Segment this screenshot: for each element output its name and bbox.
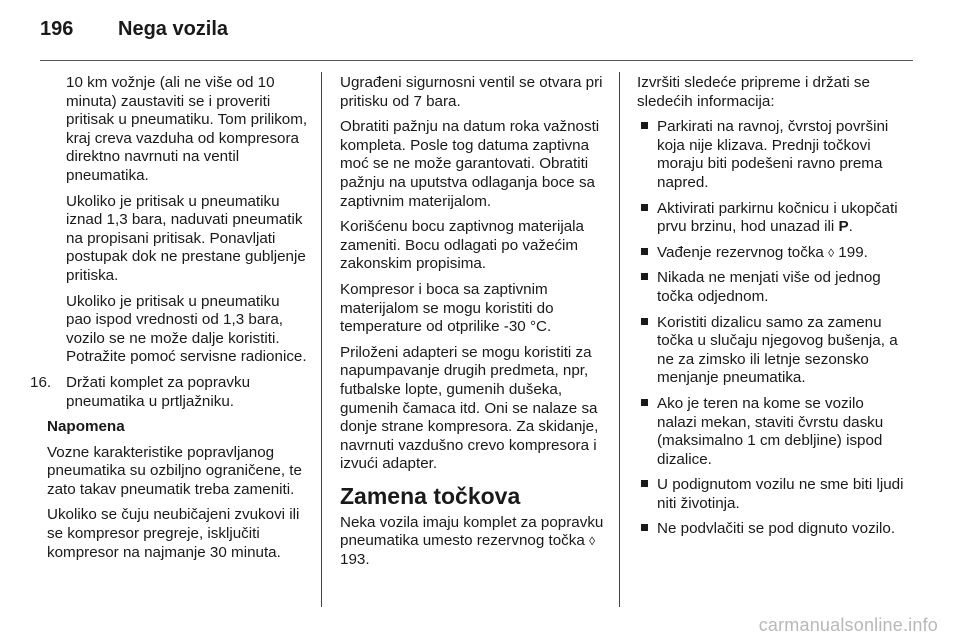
ref-arrow-icon: ◊ [828, 245, 835, 260]
page-ref-link[interactable]: 199. [838, 243, 868, 261]
column-1 [30, 74, 309, 569]
paragraph [340, 514, 610, 570]
square-bullet-icon [637, 200, 651, 237]
square-bullet-icon [637, 118, 651, 192]
column-divider [321, 72, 322, 607]
paragraph: 10 km vožnje (ali ne više od 10 minuta) zaustaviti se i proveriti pritisak u pneumatiku. Tom prilikom, kraj creva vazduha od kompresora direktno navrnuti na ventil pneumatika. [66, 74, 308, 184]
note-paragraph: Vozne karakteristike popravljanog pneumatika su ozbiljno ograničene, te zato takav pneumatik treba zameniti. [47, 443, 302, 498]
header-rule [40, 60, 913, 61]
step-text: Držati komplet za popravku pneumatika u prtljažniku. [66, 373, 251, 410]
column-divider [619, 72, 620, 607]
paragraph: Ukoliko je pritisak u pneumatiku iznad 1,3 bara, naduvati pneumatik na propisani pritisak. Ponavljati postupak dok ne prestane gubljenje pritiska. [66, 192, 306, 284]
list-item: Koristiti dizalicu samo za zamenu točka u slučaju njegovog bušenja, a ne za zimsko ili letnje sezonsko menjanje pneumatika. [637, 314, 907, 388]
section-heading: Zamena točkova [340, 482, 521, 509]
square-bullet-icon [637, 244, 651, 263]
paragraph: Obratiti pažnju na datum roka važnosti kompleta. Posle tog datuma zaptivna moć se ne može garantovati. Obratiti pažnju na uputstva odlaganja boce sa zaptivnim materijalom. [340, 118, 600, 210]
page-header [40, 18, 228, 48]
square-bullet-icon [637, 314, 651, 388]
note-paragraph: Ukoliko se čuju neubičajeni zvukovi ili se kompresor pregreje, isključiti kompresor na najmanje 30 minuta. [47, 506, 300, 561]
list-item: Parkirati na ravnoj, čvrstoj površini koja nije klizava. Prednji točkovi moraju biti podešeni ravno prema napred. [637, 118, 907, 192]
square-bullet-icon [637, 269, 651, 306]
paragraph: Priloženi adapteri se mogu koristiti za napumpavanje drugih predmeta, npr, futbalske lopte, gumenih dušeka, gumenih čamaca itd. Oni se nalaze sa donje strane kompresora. Za skidanje, navrnuti vazdušno crevo kompresora i izvući adapter. [340, 343, 599, 473]
column-3 [637, 74, 907, 546]
watermark: carmanualsonline.info [758, 615, 938, 635]
page-title: Nega vozila [118, 18, 229, 40]
numbered-step [30, 373, 309, 411]
paragraph: Ugrađeni sigurnosni ventil se otvara pri pritisku od 7 bara. [340, 74, 603, 110]
page-number: 196 [40, 18, 74, 40]
square-bullet-icon [637, 395, 651, 469]
column-2 [340, 74, 610, 577]
note-heading: Napomena [47, 418, 125, 436]
gear-p-label: P [838, 218, 849, 236]
ref-arrow-icon: ◊ [589, 534, 595, 549]
square-bullet-icon [637, 520, 651, 539]
paragraph: Izvršiti sledeće pripreme i držati se sledećih informacija: [637, 74, 870, 110]
bullet-list [637, 118, 907, 539]
list-item: Vađenje rezervnog točka ◊ 199. [637, 244, 907, 263]
list-item: Aktivirati parkirnu kočnicu i ukopčati prvu brzinu, hod unazad ili P. [637, 200, 907, 237]
list-item: Ako je teren na kome se vozilo nalazi mekan, staviti čvrstu dasku (maksimalno 1 cm debljine) ispod dizalice. [637, 395, 907, 469]
square-bullet-icon [637, 476, 651, 513]
paragraph: Korišćenu bocu zaptivnog materijala zameniti. Bocu odlagati po važećim zakonskim propisima. [340, 218, 584, 273]
paragraph: Kompresor i boca sa zaptivnim materijalom se mogu koristiti do temperature od otprilike -30 °C. [340, 280, 554, 336]
step-number: 16. [30, 373, 52, 391]
list-item: U podignutom vozilu ne sme biti ljudi niti životinja. [637, 476, 907, 513]
page-ref-link[interactable]: 193. [340, 551, 370, 569]
paragraph: Ukoliko je pritisak u pneumatiku pao ispod vrednosti od 1,3 bara, vozilo se ne može dalje koristiti. Potražite pomoć servisne radionice. [66, 292, 307, 366]
ref-text: Neka vozila imaju komplet za popravku pneumatika umesto rezervnog točka [340, 513, 604, 550]
list-item: Ne podvlačiti se pod dignuto vozilo. [637, 520, 907, 539]
list-item: Nikada ne menjati više od jednog točka odjednom. [637, 269, 907, 306]
